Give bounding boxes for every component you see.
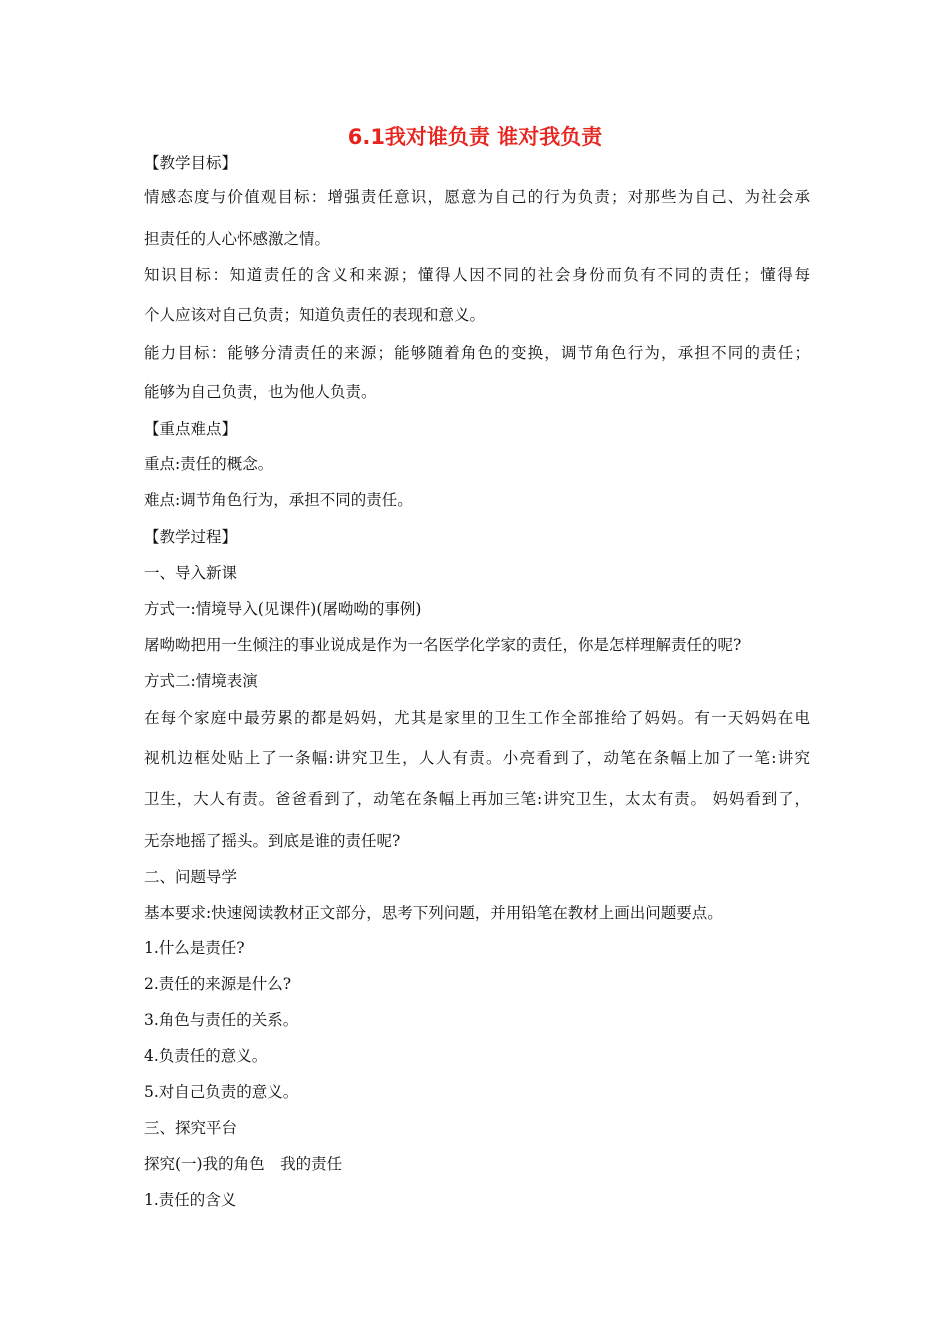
paragraph-line: 屠呦呦把用一生倾注的事业说成是作为一名医学化学家的责任，你是怎样理解责任的呢?: [144, 636, 742, 654]
paragraph-line: 方式二:情境表演: [144, 672, 258, 690]
list-item: 5.对自己负责的意义。: [144, 1083, 299, 1101]
paragraph-line: 1.责任的含义: [144, 1191, 237, 1209]
paragraph-line: 视机边框处贴上了一条幅:讲究卫生，人人有责。小亮看到了，动笔在条幅上加了一笔:讲究: [144, 749, 810, 767]
paragraph-line: 无奈地摇了摇头。到底是谁的责任呢?: [144, 832, 401, 850]
list-item: 4.负责任的意义。: [144, 1047, 268, 1065]
paragraph-line: 在每个家庭中最劳累的都是妈妈，尤其是家里的卫生工作全部推给了妈妈。有一天妈妈在电: [144, 709, 810, 727]
paragraph-line: 个人应该对自己负责；知道负责任的表现和意义。: [144, 306, 486, 324]
subheading-intro: 一、导入新课: [144, 564, 238, 582]
paragraph-line: 担责任的人心怀感激之情。: [144, 230, 331, 248]
paragraph-line: 知识目标：知道责任的含义和来源；懂得人因不同的社会身份而负有不同的责任；懂得每: [144, 266, 810, 284]
paragraph-line: 能力目标：能够分清责任的来源；能够随着角色的变换，调节角色行为，承担不同的责任；: [144, 344, 810, 362]
subheading-questions: 二、问题导学: [144, 868, 238, 886]
paragraph-line: 重点:责任的概念。: [144, 455, 274, 473]
subheading-explore: 三、探究平台: [144, 1119, 238, 1137]
section-heading-process: 【教学过程】: [144, 528, 238, 546]
list-item: 3.角色与责任的关系。: [144, 1011, 299, 1029]
paragraph-line: 卫生，大人有责。爸爸看到了，动笔在条幅上再加三笔:讲究卫生，太太有责。 妈妈看到了，: [144, 790, 810, 808]
paragraph-line: 情感态度与价值观目标：增强责任意识，愿意为自己的行为负责；对那些为自己、为社会承: [144, 188, 810, 206]
section-heading-goals: 【教学目标】: [144, 154, 238, 172]
document-title: 6.1我对谁负责 谁对我负责: [347, 125, 603, 149]
paragraph-line: 能够为自己负责，也为他人负责。: [144, 383, 377, 401]
paragraph-line: 难点:调节角色行为，承担不同的责任。: [144, 491, 413, 509]
paragraph-line: 方式一:情境导入(见课件)(屠呦呦的事例): [144, 600, 422, 618]
paragraph-line: 基本要求:快速阅读教材正文部分，思考下列问题，并用铅笔在教材上画出问题要点。: [144, 904, 723, 922]
paragraph-line: 探究(一)我的角色 我的责任: [144, 1155, 343, 1173]
list-item: 2.责任的来源是什么?: [144, 975, 292, 993]
section-heading-key-points: 【重点难点】: [144, 420, 238, 438]
list-item: 1.什么是责任?: [144, 939, 245, 957]
